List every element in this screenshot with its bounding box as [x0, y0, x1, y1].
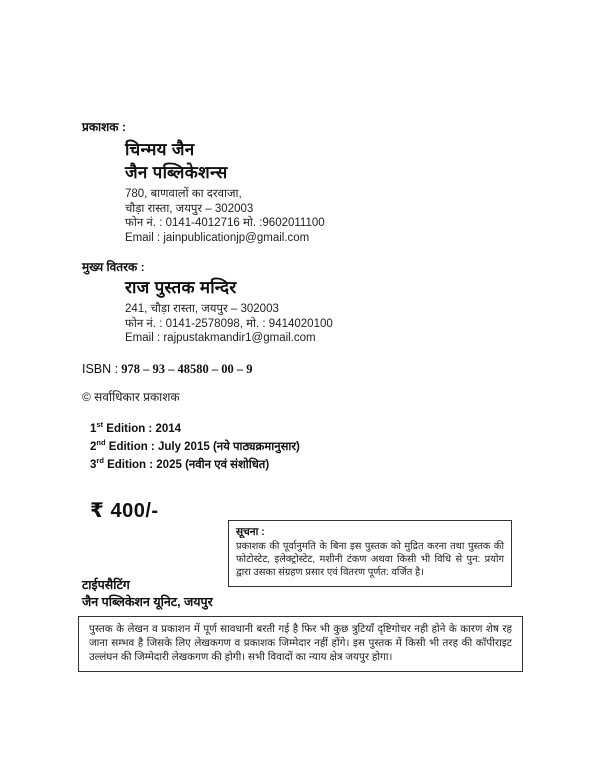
isbn-label: ISBN : [82, 362, 119, 376]
publisher-name-line1: चिन्मय जैन [125, 140, 195, 159]
price-line: ₹ 400/- [90, 500, 159, 522]
publisher-phone-line: फोन नं. : 0141-4012716 मो. :9602011100 [125, 217, 325, 229]
publisher-name-line2: जैन पब्लिकेशन्स [125, 163, 228, 182]
ordinal-suffix: st [96, 420, 104, 430]
isbn-number: 978 – 93 – 48580 – 00 – 9 [121, 362, 253, 376]
typesetting-value: जैन पब्लिकेशन यूनिट, जयपुर [82, 595, 213, 609]
distributor-name: राज पुस्तक मन्दिर [125, 278, 237, 297]
copyright-line: © सर्वाधिकार प्रकाशक [82, 390, 180, 404]
notice-box [228, 520, 512, 587]
isbn-line [82, 362, 253, 377]
publisher-email-line: Email : jainpublicationjp@gmail.com [125, 231, 310, 244]
edition-line-2: 2nd Edition : July 2015 (नये पाठ्यक्रमानुसार) [90, 438, 300, 453]
notice-title: सूचना : [236, 526, 265, 538]
notice-body: प्रकाशक की पूर्वानुमति के बिना इस पुस्तक को मुद्रित करना तथा पुस्तक की फोटोस्टेट, इलेक्ट्रोस्टेट, मशीनी टंकण अथवा किसी भी विधि से पुन: प्रयोग द्वारा उसका संग्रहण प्रसार एवं वितरण पूर्णत: वर्जित है। [236, 541, 504, 579]
distributor-address-line1: 241, चौड़ा रास्ता, जयपुर – 302003 [125, 303, 279, 315]
typesetting-label: टाईपसैटिंग [82, 578, 130, 592]
publisher-address-line1: 780, बाणवालों का दरवाजा, [125, 188, 242, 200]
editions-block [90, 420, 300, 474]
publisher-block [125, 138, 325, 245]
edition-line-3: 3rd Edition : 2025 (नवीन एवं संशोधित) [90, 456, 270, 471]
publisher-address-line2: चौड़ा रास्ता, जयपुर – 302003 [125, 202, 254, 215]
publisher-label: प्रकाशक : [82, 120, 126, 134]
ordinal-suffix: nd [96, 438, 106, 448]
distributor-email-line: Email : rajpustakmandir1@gmail.com [125, 332, 316, 344]
disclaimer-box [78, 616, 523, 672]
ordinal-suffix: rd [96, 456, 104, 466]
distributor-phone-line: फोन नं. : 0141-2578098, मो. : 9414020100 [125, 317, 333, 330]
disclaimer-body: पुस्तक के लेखन व प्रकाशन में पूर्ण सावधानी बरती गई है फिर भी कुछ त्रुटियाँ दृष्टिगोचर नही होने के कारण शेष रह जाना सम्भव है जिसके लिए लेखकगण व प्रकाशक जिम्मेदार नहीं होंगे। इस पुस्तक में किसी भी तरह की कॉपीराइट उल्लंघन की जिम्मेदारी लेखकगण की होगी। सभी विवादों का न्याय क्षेत्र जयपुर होगा। [89, 624, 512, 663]
typesetting-block [82, 577, 213, 611]
edition-line-1: 1st Edition : 2014 [90, 420, 182, 435]
distributor-block [125, 276, 333, 346]
distributor-label: मुख्य वितरक : [82, 260, 145, 274]
